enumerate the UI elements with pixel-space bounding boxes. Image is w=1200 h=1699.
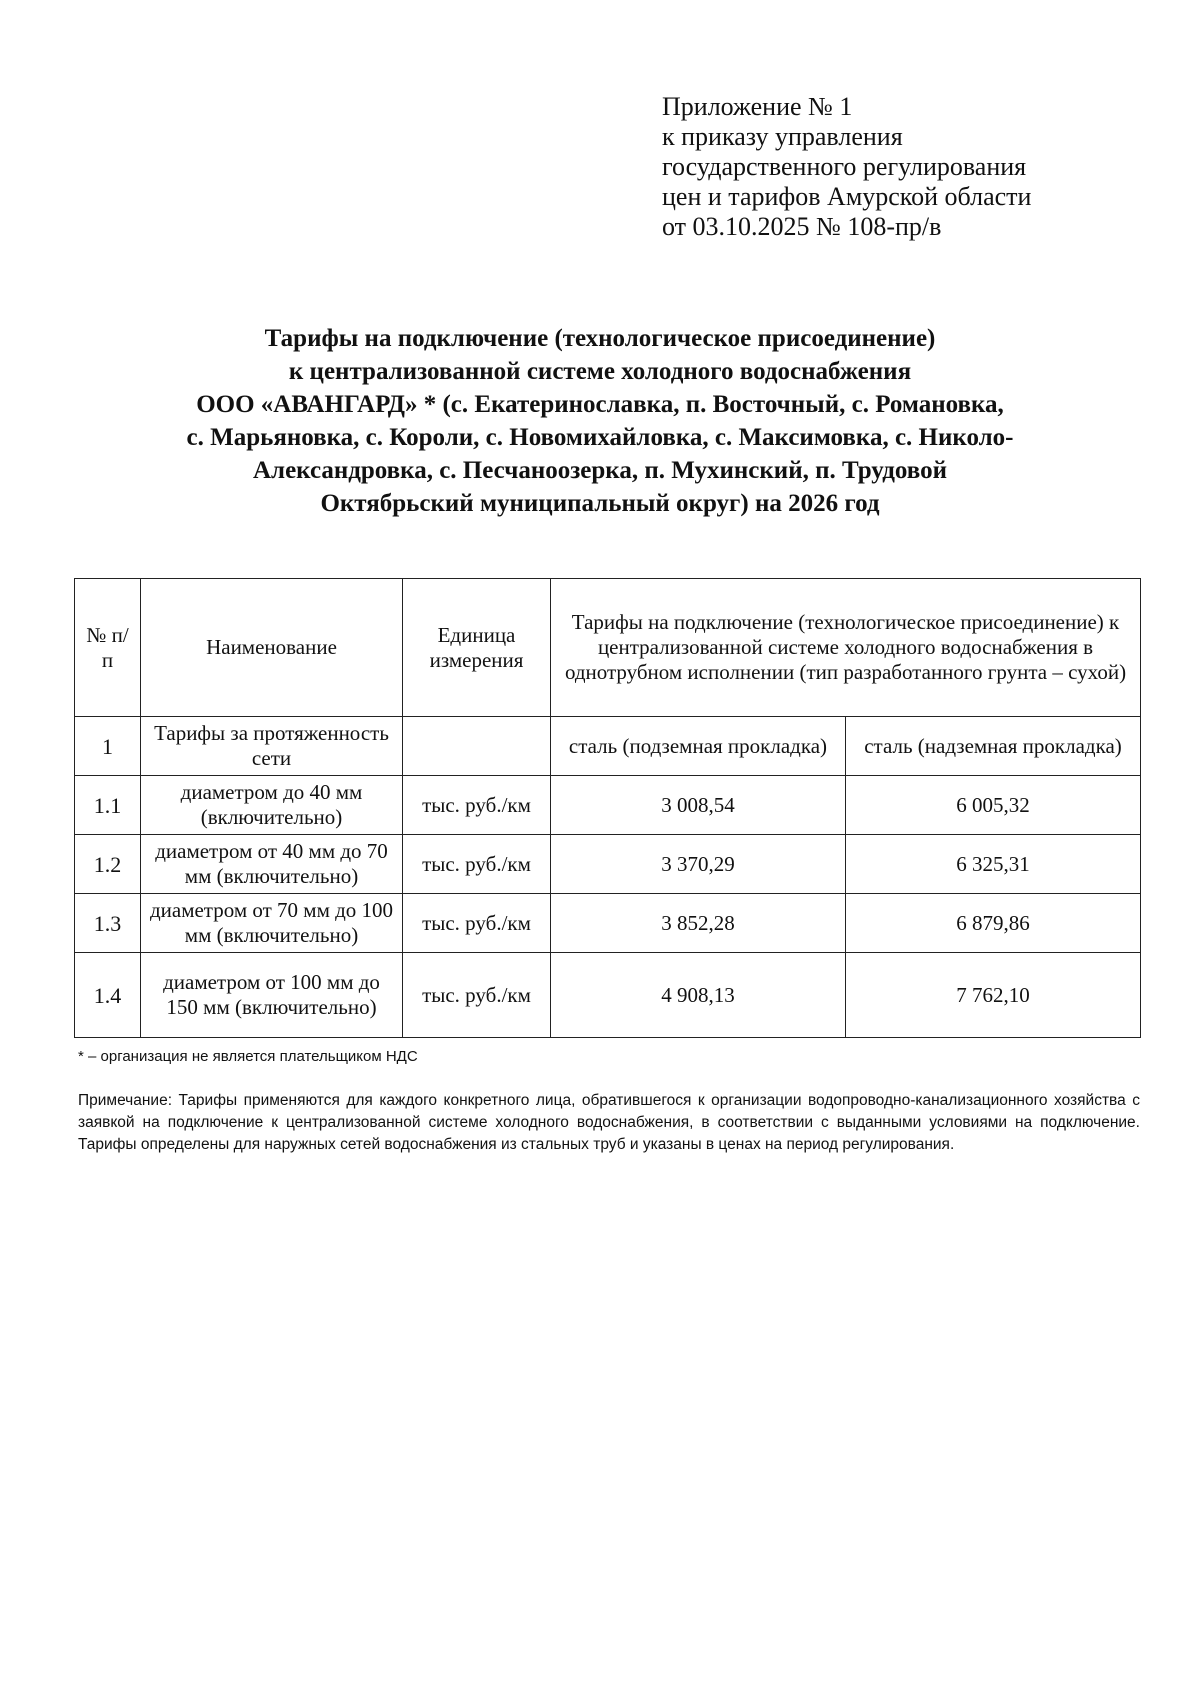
row-num: 1.1 xyxy=(75,776,141,835)
note-paragraph: Примечание: Тарифы применяются для каждого конкретного лица, обратившегося к организации водопроводно-канализационного хозяйства с заявкой на подключение к централизованной системе холодного водоснабжения, в соответствии с выданными условиями на подключение. Тарифы определены для наружных сетей водоснабжения из стальных труб и указаны в ценах на период регулирования. xyxy=(78,1092,1140,1153)
row-underground-value: 4 908,13 xyxy=(551,953,846,1038)
appendix-line: государственного регулирования xyxy=(662,152,1027,181)
row-name: диаметром от 40 мм до 70 мм (включительно) xyxy=(141,835,403,894)
row-aboveground-value: 6 325,31 xyxy=(846,835,1141,894)
title-line: Октябрьский муниципальный округ) на 2026 год xyxy=(320,490,880,517)
row-num: 1.4 xyxy=(75,953,141,1038)
table-section-row xyxy=(75,717,1141,776)
appendix-line: Приложение № 1 xyxy=(662,92,853,121)
appendix-line: от 03.10.2025 № 108-пр/в xyxy=(662,212,942,241)
section-num: 1 xyxy=(75,717,141,776)
row-name: диаметром от 100 мм до 150 мм (включительно) xyxy=(141,953,403,1038)
appendix-line: цен и тарифов Амурской области xyxy=(662,182,1032,211)
row-unit: тыс. руб./км xyxy=(403,953,551,1038)
row-underground-value: 3 370,29 xyxy=(551,835,846,894)
tariff-table xyxy=(74,578,1141,1038)
title-line: с. Марьяновка, с. Короли, с. Новомихайловка, с. Максимовка, с. Николо- xyxy=(186,424,1014,451)
table-row xyxy=(75,894,1141,953)
row-aboveground-value: 6 879,86 xyxy=(846,894,1141,953)
row-aboveground-value: 6 005,32 xyxy=(846,776,1141,835)
row-num: 1.3 xyxy=(75,894,141,953)
title-line: к централизованной системе холодного водоснабжения xyxy=(288,358,912,385)
table-row xyxy=(75,835,1141,894)
section-col-underground: сталь (подземная прокладка) xyxy=(551,717,846,776)
title-line: Тарифы на подключение (технологическое присоединение) xyxy=(264,325,936,352)
header-num: № п/п xyxy=(75,579,141,717)
row-unit: тыс. руб./км xyxy=(403,835,551,894)
row-aboveground-value: 7 762,10 xyxy=(846,953,1141,1038)
table-header-row xyxy=(75,579,1141,717)
appendix-line: к приказу управления xyxy=(662,122,903,151)
section-unit-empty xyxy=(403,717,551,776)
vat-footnote: * – организация не является плательщиком НДС xyxy=(78,1048,418,1065)
header-tariff: Тарифы на подключение (технологическое присоединение) к централизованной системе холодного водоснабжения в однотрубном исполнении (тип разработанного грунта – сухой) xyxy=(551,579,1141,717)
section-name: Тарифы за протяженность сети xyxy=(141,717,403,776)
document-title xyxy=(60,322,1140,520)
header-name: Наименование xyxy=(141,579,403,717)
appendix-reference xyxy=(662,92,1102,242)
row-underground-value: 3 008,54 xyxy=(551,776,846,835)
section-col-aboveground: сталь (надземная прокладка) xyxy=(846,717,1141,776)
row-underground-value: 3 852,28 xyxy=(551,894,846,953)
title-line: Александровка, с. Песчаноозерка, п. Мухинский, п. Трудовой xyxy=(252,457,947,484)
row-unit: тыс. руб./км xyxy=(403,894,551,953)
table-row xyxy=(75,953,1141,1038)
header-unit: Единица измерения xyxy=(403,579,551,717)
title-line: ООО «АВАНГАРД» * (с. Екатеринославка, п. Восточный, с. Романовка, xyxy=(196,391,1004,418)
table-row xyxy=(75,776,1141,835)
row-name: диаметром от 70 мм до 100 мм (включительно) xyxy=(141,894,403,953)
row-num: 1.2 xyxy=(75,835,141,894)
row-name: диаметром до 40 мм (включительно) xyxy=(141,776,403,835)
row-unit: тыс. руб./км xyxy=(403,776,551,835)
